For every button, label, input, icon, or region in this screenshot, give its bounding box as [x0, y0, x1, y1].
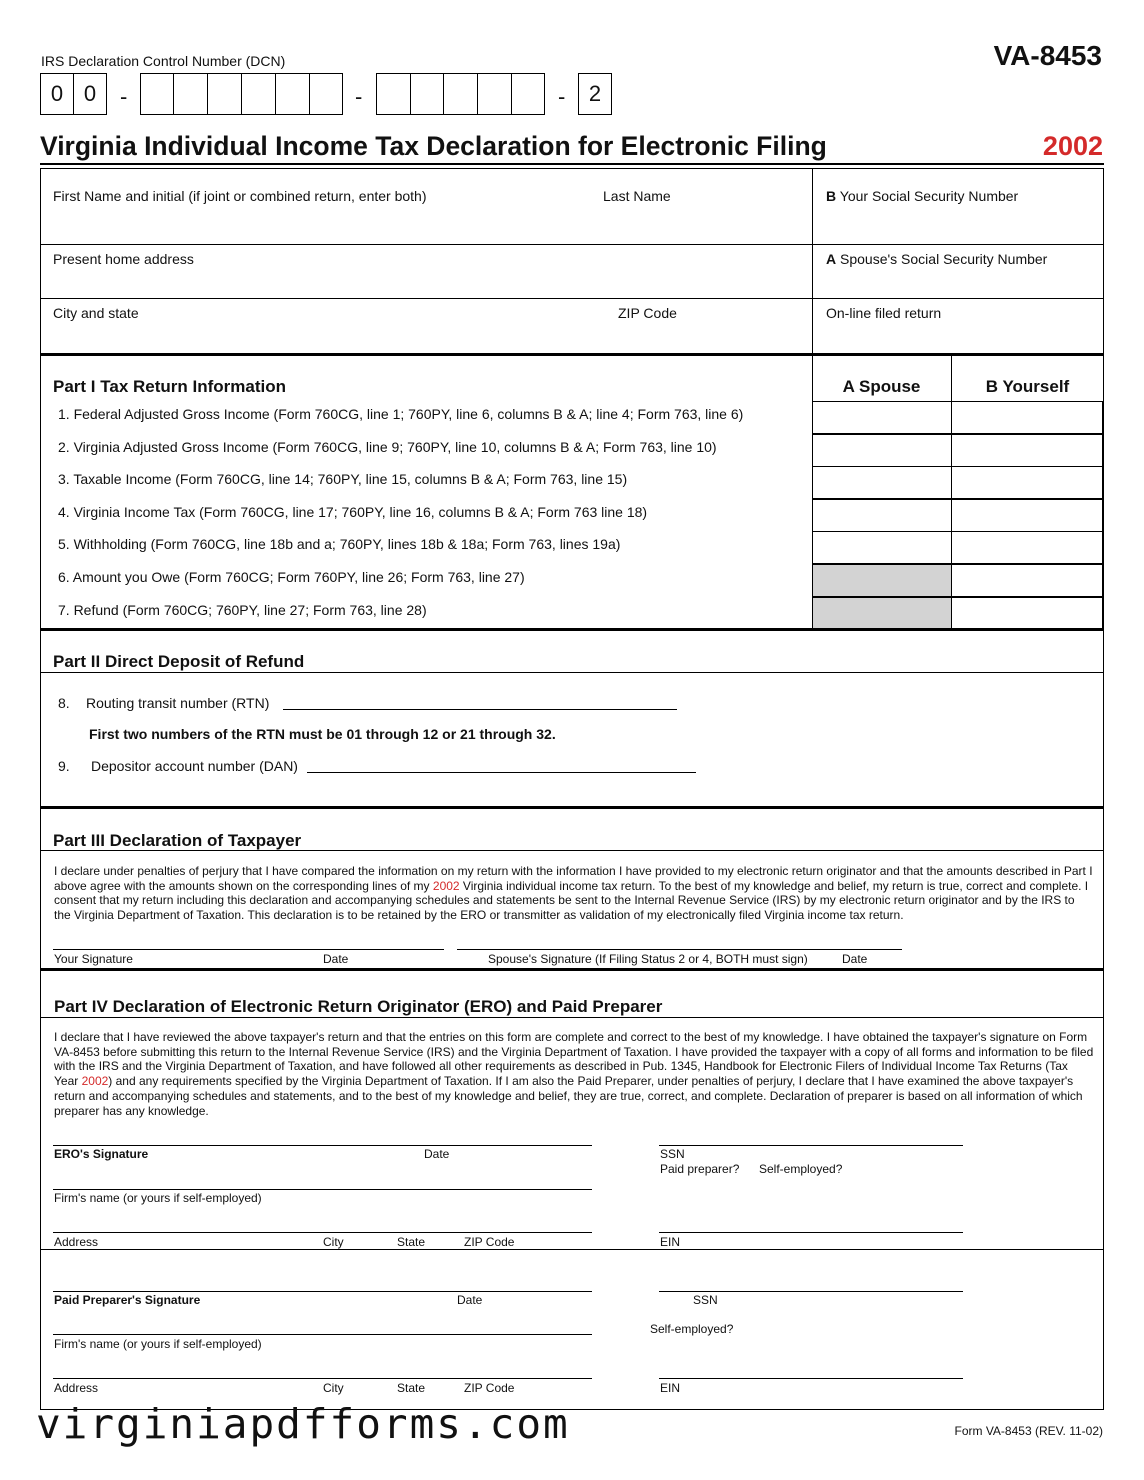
address-label: Address: [54, 1381, 99, 1395]
dcn-box[interactable]: [443, 73, 478, 115]
yourself-amount-field[interactable]: [951, 499, 1103, 532]
pp-firm-name-line[interactable]: [53, 1334, 592, 1335]
dcn-box[interactable]: [173, 73, 208, 115]
divider: [812, 168, 813, 354]
part1-line-label: 6. Amount you Owe (Form 760CG; Form 760PY, line 26; Form 763, line 27): [58, 569, 525, 585]
yourself-amount-field[interactable]: [951, 597, 1103, 630]
title-rule: [40, 163, 1104, 165]
yourself-amount-field[interactable]: [951, 401, 1103, 434]
section-rule: [40, 806, 1104, 809]
line9-num: 9.: [58, 758, 70, 774]
spouse-amount-field[interactable]: [812, 434, 952, 467]
form-id: VA-8453: [993, 40, 1102, 71]
city-state-label: City and state: [53, 305, 139, 321]
dan-field[interactable]: [307, 772, 696, 773]
yourself-amount-field[interactable]: [951, 564, 1103, 597]
part3-title: Part III Declaration of Taxpayer: [53, 831, 302, 850]
part1-line-label: 3. Taxable Income (Form 760CG, line 14; 760PY, line 15, columns B & A; Form 763, line 15): [58, 471, 628, 487]
ein-label: EIN: [660, 1235, 681, 1249]
dcn-digit-last: 2: [578, 73, 612, 115]
spouse-amount-field[interactable]: [812, 531, 952, 564]
first-name-label: First Name and initial (if joint or combined return, enter both): [53, 188, 427, 204]
dcn-box[interactable]: [477, 73, 512, 115]
form-title: Virginia Individual Income Tax Declaration for Electronic Filing: [40, 131, 827, 161]
divider: [40, 298, 1104, 299]
last-name-label: Last Name: [603, 188, 671, 204]
tax-year: 2002: [1042, 131, 1103, 161]
paid-preparer-label: Paid preparer?: [660, 1162, 740, 1176]
firm-name-label: Firm's name (or yours if self-employed): [54, 1191, 262, 1205]
part1-line-label: 4. Virginia Income Tax (Form 760CG, line 17; 760PY, line 16, columns B & A; Form 763 line 18): [58, 504, 648, 520]
dcn-digit-2: 0: [73, 73, 107, 115]
part1-title: Part I Tax Return Information: [53, 377, 286, 396]
dcn-box[interactable]: [511, 73, 545, 115]
divider: [40, 1249, 1104, 1250]
dcn-label: IRS Declaration Control Number (DCN): [41, 53, 286, 69]
spouse-amount-field: [812, 564, 952, 597]
date-label: Date: [424, 1147, 450, 1161]
dcn-dash: -: [355, 84, 363, 109]
zip-label: ZIP Code: [618, 305, 677, 321]
divider: [40, 244, 1104, 245]
dcn-box[interactable]: [275, 73, 310, 115]
ein-label: EIN: [660, 1381, 681, 1395]
part1-line-label: 1. Federal Adjusted Gross Income (Form 760CG, line 1; 760PY, line 6, columns B & A; line 4; Form 763, line 6): [58, 406, 744, 422]
watermark: virginiapdfforms.com: [36, 1400, 570, 1448]
part2-title: Part II Direct Deposit of Refund: [53, 652, 305, 671]
dcn-box[interactable]: [410, 73, 444, 115]
spouse-amount-field: [812, 597, 952, 630]
ero-ssn-line[interactable]: [659, 1145, 963, 1146]
date-label: Date: [457, 1293, 483, 1307]
dcn-dash: -: [120, 84, 128, 109]
dcn-digit-1: 0: [40, 73, 74, 115]
rtn-note: First two numbers of the RTN must be 01 through 12 or 21 through 32.: [89, 726, 556, 742]
self-employed-label: Self-employed?: [759, 1162, 843, 1176]
ssn-label: SSN: [693, 1293, 718, 1307]
divider: [40, 672, 1104, 673]
col-yourself: B Yourself: [985, 377, 1070, 396]
state-label: State: [397, 1381, 426, 1395]
divider: [40, 1017, 1104, 1018]
spouse-signature-label: Spouse's Signature (If Filing Status 2 or 4, BOTH must sign): [488, 952, 808, 966]
firm-name-label: Firm's name (or yours if self-employed): [54, 1337, 262, 1351]
spouse-signature-line[interactable]: [457, 949, 902, 950]
dcn-box[interactable]: [241, 73, 276, 115]
section-rule: [40, 968, 1104, 971]
zip-label: ZIP Code: [464, 1381, 515, 1395]
rtn-label: Routing transit number (RTN): [86, 695, 270, 711]
online-label: On-line filed return: [826, 305, 942, 321]
part1-line-label: 2. Virginia Adjusted Gross Income (Form 760CG, line 9; 760PY, line 10, columns B & A; Form 763, line 10): [58, 439, 717, 455]
dcn-dash: -: [558, 84, 566, 109]
address-label: Present home address: [53, 251, 194, 267]
section-rule: [40, 353, 1104, 356]
yourself-amount-field[interactable]: [951, 531, 1103, 564]
pp-signature-label: Paid Preparer's Signature: [54, 1293, 201, 1307]
date-label: Date: [842, 952, 868, 966]
date-label: Date: [323, 952, 349, 966]
taxpayer-declaration: I declare under penalties of perjury that I have compared the information on my return with the information I have provided to my electronic return originator and that the amounts described in Part I above agree with the amounts shown on the corresponding lines of my 2002 Virginia individual income tax return. To the best of my knowledge and belief, my return is true, correct and complete. I consent that my return including this declaration and accompanying schedules and statements be sent to the Internal Revenue Service (IRS) by my electronic return originator and by the IRS to the Virginia Department of Taxation. This declaration is to be retained by the ERO or transmitter as validation of my electronically filed Virginia income tax return.: [54, 864, 1093, 923]
dcn-box[interactable]: [207, 73, 242, 115]
city-label: City: [323, 1381, 344, 1395]
spouse-amount-field[interactable]: [812, 499, 952, 532]
pp-ssn-line[interactable]: [659, 1291, 963, 1292]
dcn-box[interactable]: [376, 73, 411, 115]
dcn-box[interactable]: [140, 73, 174, 115]
part1-line-label: 7. Refund (Form 760CG; 760PY, line 27; Form 763, line 28): [58, 602, 427, 618]
part4-title: Part IV Declaration of Electronic Return Originator (ERO) and Paid Preparer: [54, 997, 663, 1016]
ero-signature-label: ERO's Signature: [54, 1147, 149, 1161]
your-signature-line[interactable]: [53, 949, 444, 950]
yourself-amount-field[interactable]: [951, 466, 1103, 499]
pp-ein-line[interactable]: [659, 1378, 963, 1379]
spouse-amount-field[interactable]: [812, 466, 952, 499]
ssn-label: SSN: [660, 1147, 685, 1161]
state-label: State: [397, 1235, 426, 1249]
city-label: City: [323, 1235, 344, 1249]
section-rule: [40, 628, 1104, 631]
firm-name-line[interactable]: [53, 1189, 592, 1190]
pp-signature-line[interactable]: [53, 1291, 592, 1292]
spouse-amount-field[interactable]: [812, 401, 952, 434]
col-spouse: A Spouse: [842, 377, 921, 396]
yourself-amount-field[interactable]: [951, 434, 1103, 467]
your-signature-label: Your Signature: [54, 952, 133, 966]
pp-address-line[interactable]: [53, 1378, 592, 1379]
address-label: Address: [54, 1235, 99, 1249]
part1-line-label: 5. Withholding (Form 760CG, line 18b and a; 760PY, lines 18b & 18a; Form 763, lines 19a): [58, 536, 621, 552]
self-employed-label: Self-employed?: [650, 1322, 734, 1336]
form-revision: Form VA-8453 (REV. 11-02): [954, 1424, 1103, 1438]
divider: [40, 850, 1104, 851]
dan-label: Depositor account number (DAN): [91, 758, 298, 774]
zip-label: ZIP Code: [464, 1235, 515, 1249]
your-ssn-label: B Your Social Security Number: [826, 188, 1019, 204]
ero-signature-line[interactable]: [53, 1145, 592, 1146]
rtn-field[interactable]: [283, 709, 677, 710]
ein-line[interactable]: [659, 1232, 963, 1233]
spouse-ssn-label: A Spouse's Social Security Number: [826, 251, 1048, 267]
dcn-box[interactable]: [309, 73, 343, 115]
address-line[interactable]: [53, 1232, 592, 1233]
line8-num: 8.: [58, 695, 70, 711]
ero-declaration: I declare that I have reviewed the above taxpayer's return and that the entries on this form are complete and correct to the best of my knowledge. I have obtained the taxpayer's signature on Form VA-8453 before submitting this return to the Internal Revenue Service (IRS) and the Virginia Department of Taxation. I have provided the taxpayer with a copy of all forms and information to be filed with the IRS and the Virginia Department of Taxation, and have followed all other requirements as described in Pub. 1345, Handbook for Electronic Filers of Individual Income Tax Returns (Tax Year 2002) and any requirements specified by the Virginia Department of Taxation. If I am also the Paid Preparer, under penalties of perjury, I declare that I have examined the above taxpayer's return and accompanying schedules and statements, and to the best of my knowledge and belief, they are true, correct, and complete. Declaration of preparer is based on all information of which preparer has any knowledge.: [54, 1030, 1094, 1118]
